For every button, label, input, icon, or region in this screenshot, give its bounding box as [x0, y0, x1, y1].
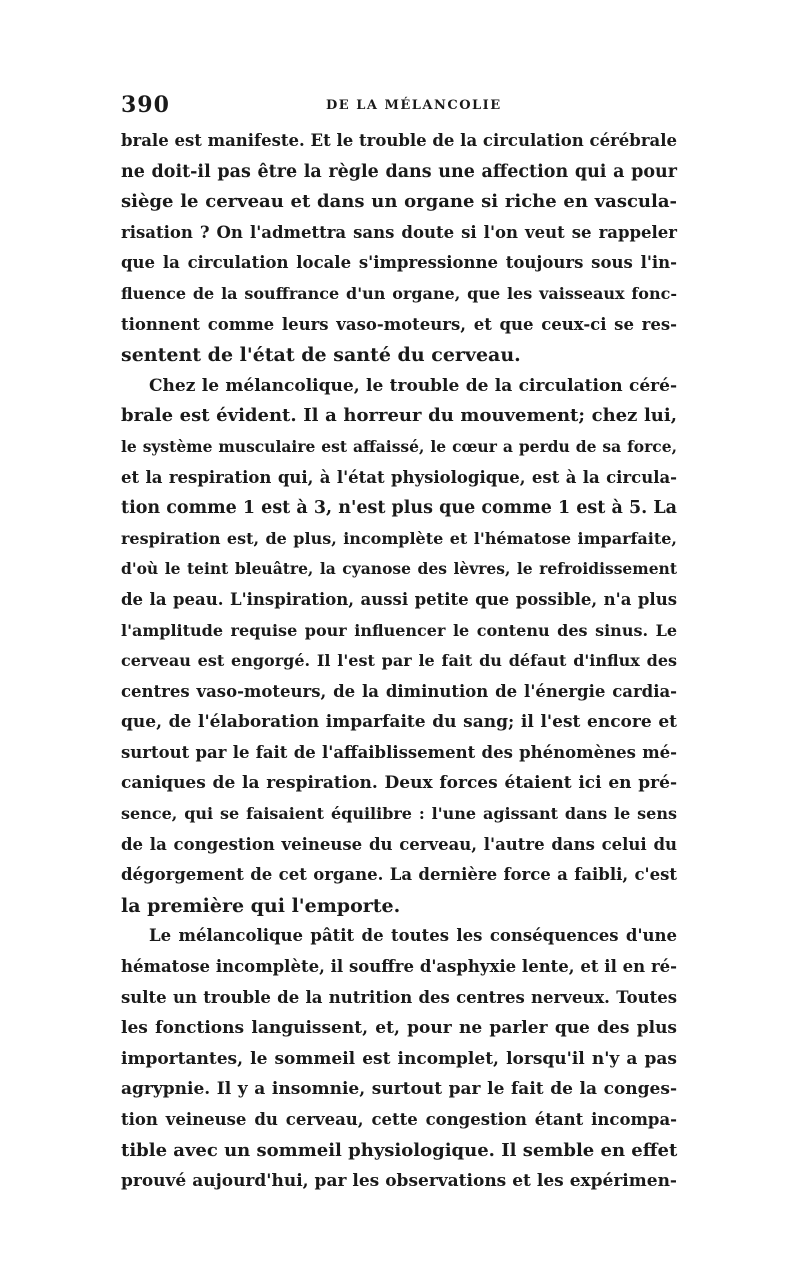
text-line: siège le cerveau et dans un organe si riche en vascula- [121, 191, 677, 213]
running-title: DE LA MÉLANCOLIE [326, 98, 502, 113]
text-line: sentent de l'état de santé du cerveau. [121, 344, 521, 367]
page-number: 390 [121, 92, 170, 118]
text-line: que, de l'élaboration imparfaite du sang; il l'est encore et [121, 712, 677, 733]
text-line: brale est évident. Il a horreur du mouvement; chez lui, [121, 405, 677, 427]
page-header [121, 92, 677, 122]
text-line: caniques de la respiration. Deux forces étaient ici en pré- [121, 773, 677, 794]
text-line: les fonctions languissent, et, pour ne parler que des plus [121, 1018, 677, 1039]
text-line: le système musculaire est affaissé, le cœur a perdu de sa force, [121, 436, 677, 456]
text-line: brale est manifeste. Et le trouble de la circulation cérébrale [121, 131, 677, 150]
text-line: tionnent comme leurs vaso-moteurs, et que ceux-ci se res- [121, 314, 677, 334]
text-line: tion comme 1 est à 3, n'est plus que comme 1 est à 5. La [121, 498, 677, 519]
body-text [121, 126, 677, 1197]
text-line: d'où le teint bleuâtre, la cyanose des lèvres, le refroidissement [121, 559, 677, 579]
text-line: respiration est, de plus, incomplète et l'hématose imparfaite, [121, 528, 677, 548]
text-line: ne doit-il pas être la règle dans une affection qui a pour [121, 161, 677, 182]
text-line: centres vaso-moteurs, de la diminution de l'énergie cardia- [121, 681, 677, 701]
text-line: fluence de la souffrance d'un organe, que les vaisseaux fonc- [121, 283, 677, 303]
text-line: sence, qui se faisaient équilibre : l'une agissant dans le sens [121, 804, 677, 824]
text-line: prouvé aujourd'hui, par les observations et les expérimen- [121, 1171, 677, 1192]
text-line: Chez le mélancolique, le trouble de la circulation céré- [149, 375, 677, 396]
text-line: agrypnie. Il y a insomnie, surtout par le fait de la conges- [121, 1079, 677, 1100]
text-line: sulte un trouble de la nutrition des centres nerveux. Toutes [121, 987, 677, 1007]
text-line: et la respiration qui, à l'état physiologique, est à la circula- [121, 467, 677, 487]
text-line: cerveau est engorgé. Il l'est par le fait du défaut d'influx des [121, 651, 677, 671]
text-line: l'amplitude requise pour influencer le contenu des sinus. Le [121, 620, 677, 640]
text-line: hématose incomplète, il souffre d'asphyxie lente, et il en ré- [121, 957, 677, 977]
text-line: de la peau. L'inspiration, aussi petite que possible, n'a plus [121, 589, 677, 609]
text-line: de la congestion veineuse du cerveau, l'autre dans celui du [121, 834, 677, 854]
text-line: importantes, le sommeil est incomplet, lorsqu'il n'y a pas [121, 1048, 677, 1069]
text-line: tion veineuse du cerveau, cette congestion étant incompa- [121, 1110, 677, 1129]
text-line: dégorgement de cet organe. La dernière force a faibli, c'est [121, 865, 677, 885]
text-line: la première qui l'emporte. [121, 894, 401, 917]
text-line: tible avec un sommeil physiologique. Il semble en effet [121, 1139, 678, 1161]
text-line: risation ? On l'admettra sans doute si l'on veut se rappeler [121, 222, 677, 242]
text-line: que la circulation locale s'impressionne toujours sous l'in- [121, 253, 677, 273]
text-line: surtout par le fait de l'affaiblissement des phénomènes mé- [121, 742, 677, 762]
text-line: Le mélancolique pâtit de toutes les conséquences d'une [149, 926, 677, 946]
